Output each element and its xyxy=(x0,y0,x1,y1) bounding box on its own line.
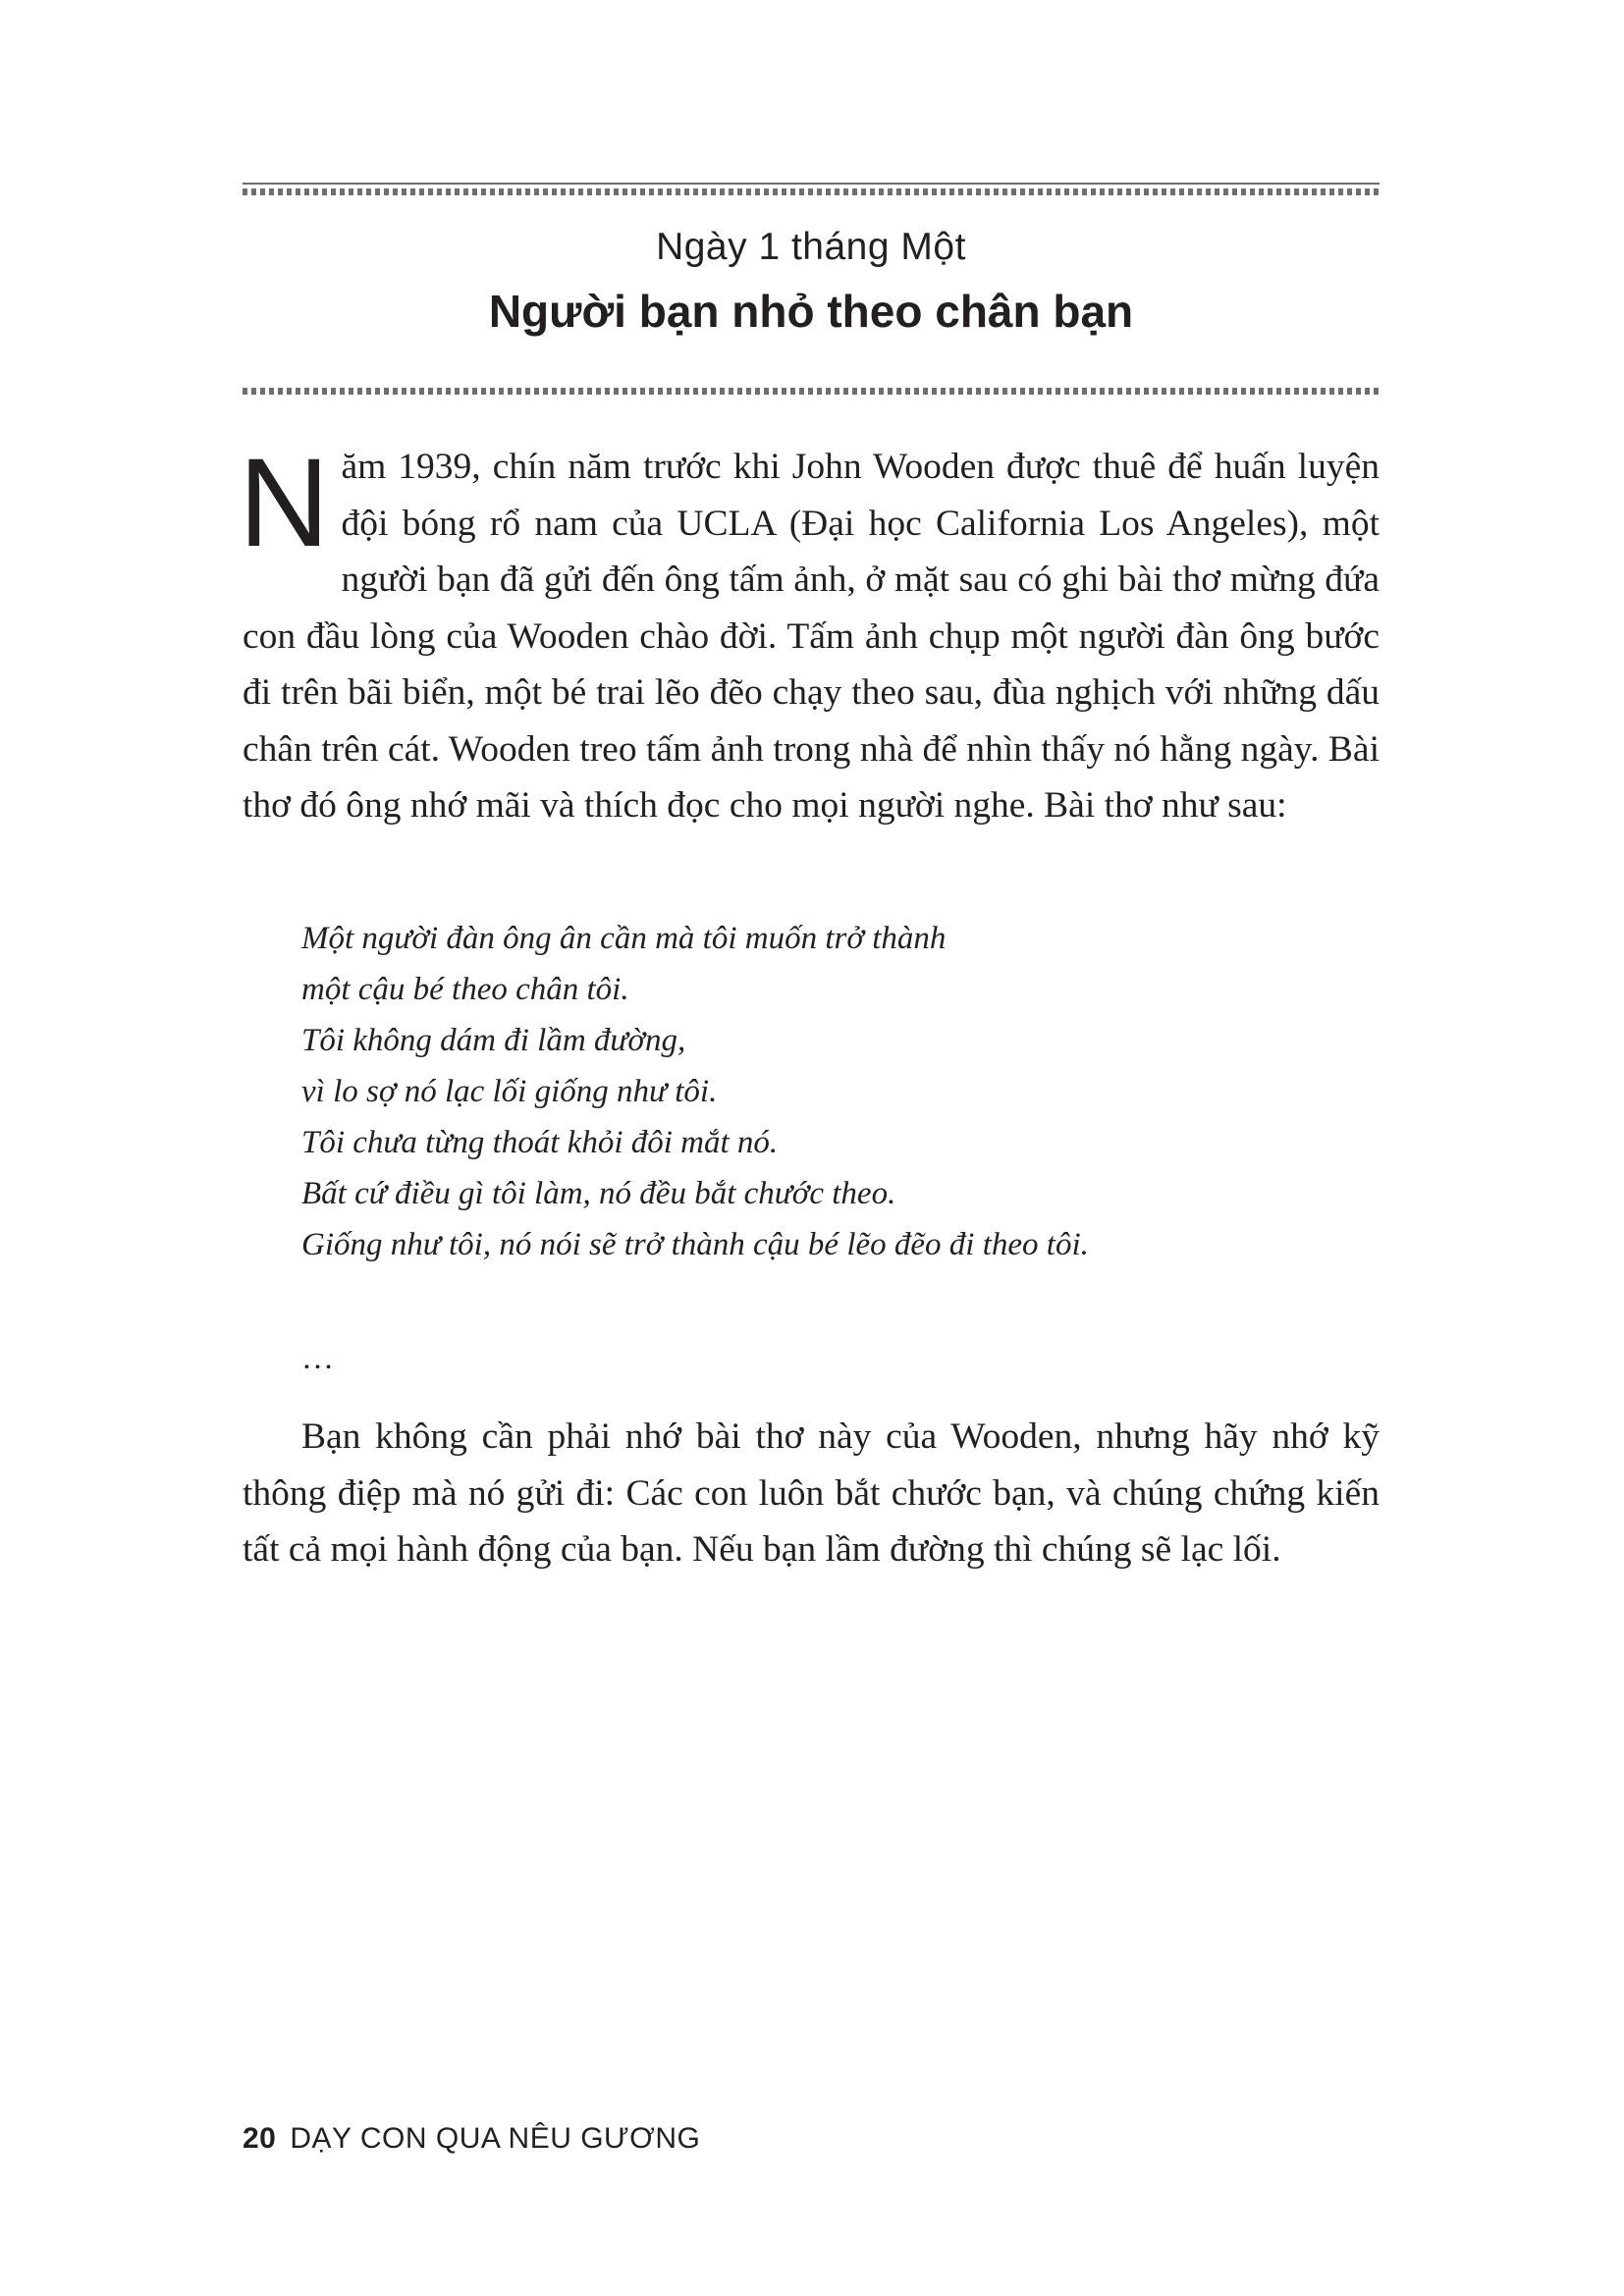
poem-line: Bất cứ điều gì tôi làm, nó đều bắt chước theo. xyxy=(301,1176,896,1211)
paragraph-intro xyxy=(239,433,1380,834)
poem xyxy=(301,913,1283,1270)
poem-ellipsis: … xyxy=(301,1341,334,1376)
page-footer xyxy=(243,2122,700,2156)
entry-title: Người bạn nhỏ theo chân bạn xyxy=(488,286,1134,337)
drop-cap: N xyxy=(239,433,330,573)
top-dotted-rule xyxy=(243,183,1380,196)
poem-line: vì lo sợ nó lạc lối giống như tôi. xyxy=(301,1074,718,1109)
bottom-dotted-rule xyxy=(243,388,1380,401)
top-rule-dots xyxy=(243,188,1380,195)
running-title: DẠY CON QUA NÊU GƯƠNG xyxy=(290,2122,701,2155)
entry-date: Ngày 1 tháng Một xyxy=(656,226,966,268)
page-number: 20 xyxy=(243,2122,277,2155)
paragraph-intro-text: ăm 1939, chín năm trước khi John Wooden được thuê để huấn luyện đội bóng rổ nam của UCLA (Đại học California Los Angeles), một người bạn đã gửi đến ông tấm ảnh, ở mặt sau có ghi bài thơ mừng đứa con đầu lòng của Wooden chào đời. Tấm ảnh chụp một người đàn ông bước đi trên bãi biển, một bé trai lẽo đẽo chạy theo sau, đùa nghịch với những dấu chân trên cát. Wooden treo tấm ảnh trong nhà để nhìn thấy nó hằng ngày. Bài thơ đó ông nhớ mãi và thích đọc cho mọi người nghe. Bài thơ như sau: xyxy=(243,447,1380,826)
poem-line: Tôi không dám đi lầm đường, xyxy=(301,1023,686,1058)
top-rule-line xyxy=(243,183,1380,185)
poem-line: Tôi chưa từng thoát khỏi đôi mắt nó. xyxy=(301,1125,779,1160)
paragraph-conclusion: Bạn không cần phải nhớ bài thơ này của Wooden, nhưng hãy nhớ kỹ thông điệp mà nó gửi đi: Các con luôn bắt chước bạn, và chúng chứng kiến tất cả mọi hành động của bạn. Nếu bạn lầm đường thì chúng sẽ lạc lối. xyxy=(243,1416,1380,1570)
poem-line: Một người đàn ông ân cần mà tôi muốn trở thành xyxy=(301,921,947,956)
poem-line: một cậu bé theo chân tôi. xyxy=(301,972,629,1007)
bottom-rule-dots xyxy=(243,388,1380,395)
poem-line: Giống như tôi, nó nói sẽ trở thành cậu bé lẽo đẽo đi theo tôi. xyxy=(301,1227,1089,1262)
